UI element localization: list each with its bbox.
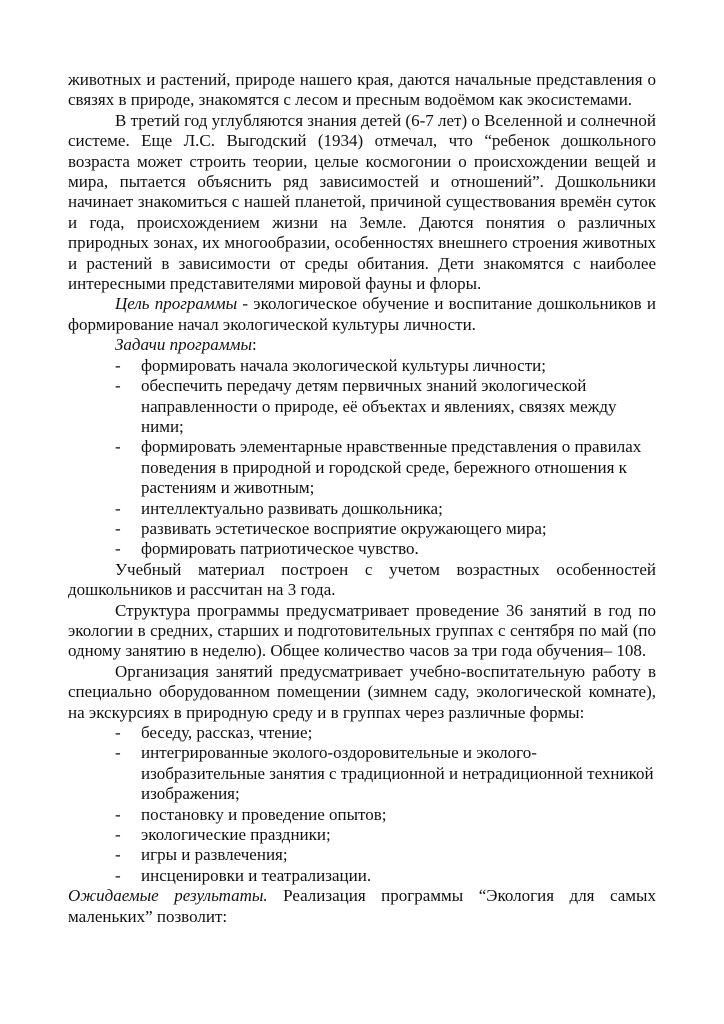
paragraph-goal: [68, 294, 656, 335]
dash-marker: -: [115, 518, 121, 538]
dash-marker: -: [115, 376, 121, 396]
results-label: Ожидаемые результаты.: [68, 886, 268, 906]
form-text: игры и развлечения;: [141, 845, 288, 865]
task-text: формировать элементарные нравственные представления о правилах поведения в природной и городской среде, бережного отношения к растениям и животным;: [141, 437, 642, 498]
list-item: [68, 805, 656, 825]
task-text: формировать патриотическое чувство.: [141, 539, 419, 559]
paragraph-material: Учебный материал построен с учетом возрастных особенностей дошкольников и рассчитан на 3 года.: [68, 559, 656, 600]
list-item: [68, 356, 656, 376]
list-item: [68, 723, 656, 743]
paragraph-results: [68, 886, 656, 927]
forms-list: [68, 723, 656, 886]
tasks-colon: :: [252, 335, 257, 355]
paragraph-intro-continuation: животных и растений, природе нашего края, даются начальные представления о связях в природе, знакомятся с лесом и пресным водоёмом как экосистемами.: [68, 70, 656, 110]
list-item: [68, 743, 656, 804]
form-text: интегрированные эколого-оздоровительные и эколого-изобразительные занятия с традиционной и нетрадиционной техникой изображения;: [141, 743, 654, 804]
results-text: Реализация программы “Экология для самых маленьких” позволит:: [68, 886, 656, 926]
task-text: обеспечить передачу детям первичных знаний экологической направленности о природе, её объектах и явлениях, связях между ними;: [141, 376, 617, 436]
paragraph-organization: Организация занятий предусматривает учебно-воспитательную работу в специально оборудованном помещении (зимнем саду, экологической комнате), на экскурсиях в природную среду и в группах через различные формы:: [68, 661, 656, 722]
goal-text: - экологическое обучение и воспитание дошкольников и формирование начал экологической культуры личности.: [68, 294, 656, 334]
dash-marker: -: [115, 865, 121, 885]
document-page: [68, 70, 656, 927]
list-item: [68, 499, 656, 519]
list-item: [68, 539, 656, 559]
paragraph-structure: Структура программы предусматривает проведение 36 занятий в год по экологии в средних, старших и подготовительных группах с сентября по май (по одному занятию в неделю). Общее количество часов за три года обучения– 108.: [68, 600, 656, 661]
dash-marker: -: [115, 825, 121, 845]
form-text: инсценировки и театрализации.: [141, 865, 372, 885]
form-text: экологические праздники;: [141, 825, 331, 845]
dash-marker: -: [115, 743, 121, 763]
task-text: формировать начала экологической культуры личности;: [141, 355, 546, 375]
list-item: [68, 845, 656, 865]
tasks-label: Задачи программы: [115, 335, 252, 355]
tasks-list: [68, 356, 656, 560]
paragraph-third-year: В третий год углубляются знания детей (6-7 лет) о Вселенной и солнечной системе. Еще Л.С. Выгодский (1934) отмечал, что “ребенок дошкольного возраста может строить теории, целые космогонии о происхождении вещей и мира, пытается объяснить ряд зависимостей и отношений”. Дошкольники начинает знакомиться с нашей планетой, причиной существования времён суток и года, происхождением жизни на Земле. Даются понятия о различных природных зонах, их многообразии, особенностях внешнего строения животных и растений в зависимости от среды обитания. Дети знакомятся с наиболее интересными представителями мировой фауны и флоры.: [68, 110, 656, 294]
dash-marker: -: [115, 355, 121, 375]
list-item: [68, 519, 656, 539]
goal-label: Цель программы: [115, 294, 238, 314]
form-text: беседу, рассказ, чтение;: [141, 723, 313, 742]
task-text: развивать эстетическое восприятие окружающего мира;: [141, 518, 547, 538]
tasks-heading: [68, 335, 656, 355]
dash-marker: -: [115, 498, 121, 518]
list-item: [68, 437, 656, 498]
form-text: постановку и проведение опытов;: [141, 804, 387, 824]
list-item: [68, 376, 656, 437]
dash-marker: -: [115, 723, 121, 742]
list-item: [68, 866, 656, 886]
dash-marker: -: [115, 845, 121, 865]
list-item: [68, 825, 656, 845]
task-text: интеллектуально развивать дошкольника;: [141, 498, 443, 518]
dash-marker: -: [115, 804, 121, 824]
dash-marker: -: [115, 539, 121, 559]
dash-marker: -: [115, 437, 121, 457]
